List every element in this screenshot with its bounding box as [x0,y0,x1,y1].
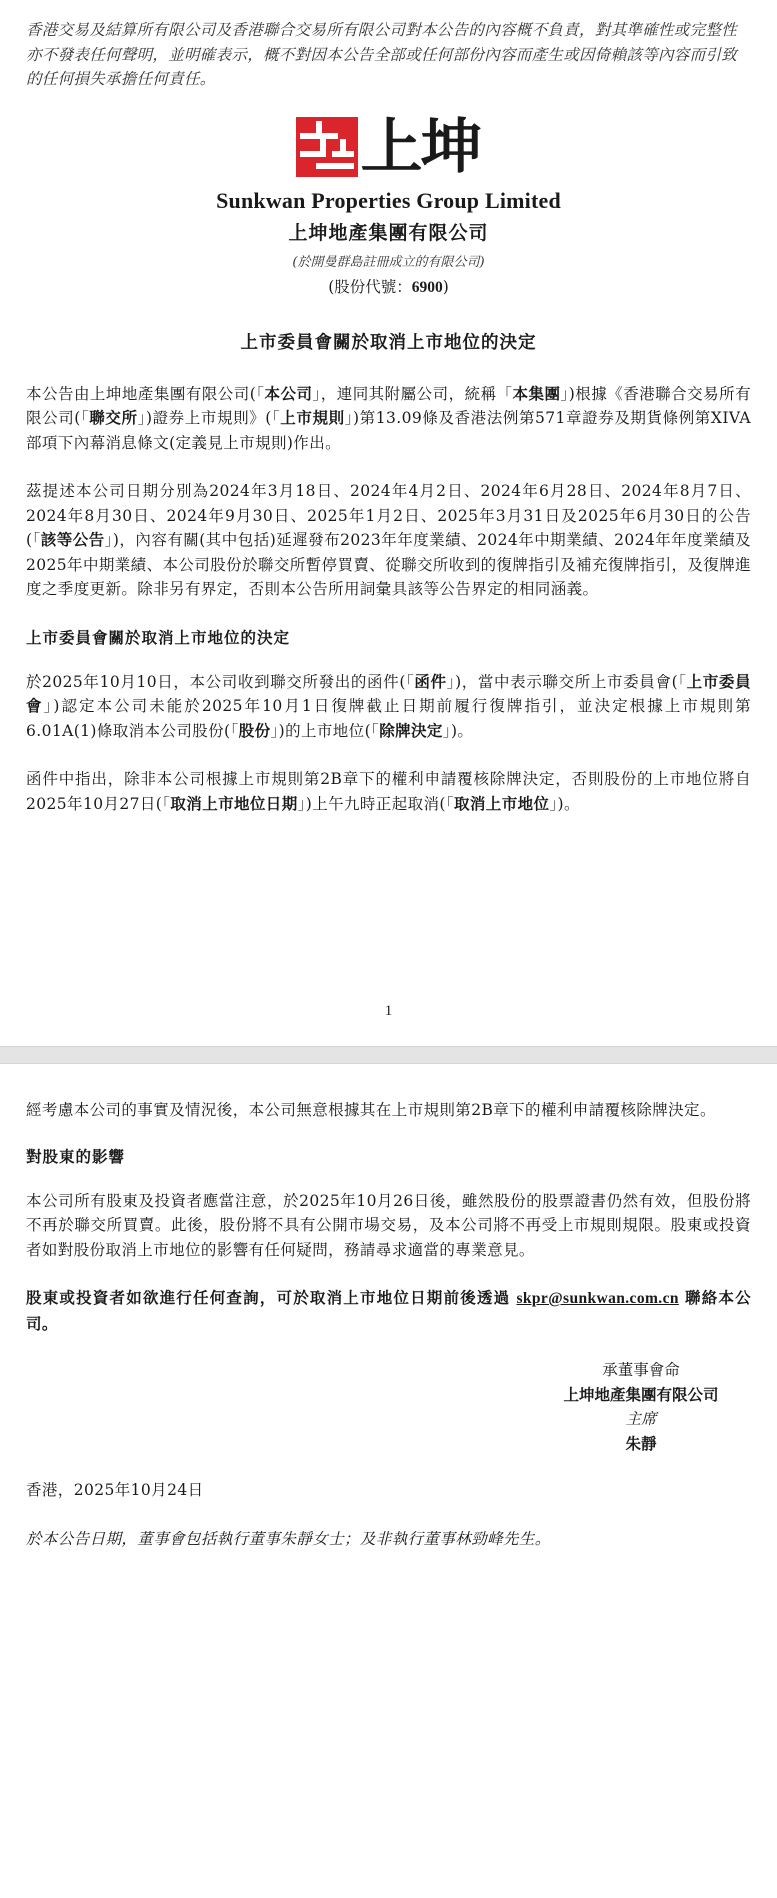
company-logo [26,111,751,181]
incorporation-note: (於開曼群島註冊成立的有限公司) [292,254,485,270]
reference-paragraph: 茲提述本公司日期分別為2024年3月18日、2024年4月2日、2024年6月28日、2024年8月7日、2024年8月30日、2024年9月30日、2025年1月2日、2025年3月31日及2025年6月30日的公告(「該等公告」)，內容有關(其中包括)延遲發布2023年年度業績、2024年中期業績、2024年年度業績及2025年中期業績、本公司股份於聯交所暫停買賣、從聯交所收到的復牌指引及補充復牌指引，及復牌進度之季度更新。除非另有界定，否則本公告所用詞彙具該等公告界定的相同涵義。 [26,482,751,598]
no-review-paragraph: 經考慮本公司的事實及情況後，本公司無意根據其在上市規則第2B章下的權利申請覆核除牌決定。 [26,1101,716,1119]
shareholder-impact-paragraph: 本公司所有股東及投資者應當注意，於2025年10月26日後，雖然股份的股票證書仍然有效，但股份將不再於聯交所買賣。此後，股份將不具有公開市場交易，及本公司將不再受上市規則規限。股東或投資者如對股份取消上市地位的影響有任何疑問，務請尋求適當的專業意見。 [26,1191,751,1259]
section-title-shareholder-impact: 對股東的影響 [26,1147,126,1166]
announcement-page-2 [0,1064,777,1898]
defined-term: 取消上市地位 [454,794,550,813]
signature-block [541,1358,741,1456]
intro-paragraph: 本公告由上坤地產集團有限公司(「本公司」，連同其附屬公司，統稱「本集團」)根據《香港聯合交易所有限公司(「聯交所」)證券上市規則》(「上市規則」)第13.09條及香港法例第571章證券及期貨條例第XIVA部項下內幕消息條文(定義見上市規則)作出。 [26,384,752,452]
stock-code: (股份代號：6900) [328,277,449,296]
defined-term: 上市規則 [280,409,345,427]
contact-email-link[interactable]: skpr@sunkwan.com.cn [516,1290,679,1307]
signature-company: 上坤地產集團有限公司 [563,1385,719,1404]
decision-paragraph: 於2025年10月10日，本公司收到聯交所發出的函件(「函件」)，當中表示聯交所上市委員會(「上市委員會」)認定本公司未能於2025年10月1日復牌截止日期前履行復牌指引，並決定根據上市規則第6.01A(1)條取消本公司股份(「股份」)的上市地位(「除牌決定」)。 [26,672,751,740]
company-name-zh: 上坤地產集團有限公司 [288,221,489,244]
signature-name: 朱靜 [625,1434,657,1453]
defined-term: 函件 [414,672,447,691]
company-header [26,111,751,297]
defined-term: 除牌決定 [379,721,443,740]
defined-term: 聯交所 [89,409,138,427]
defined-term: 上市委員會 [26,672,751,715]
board-composition-note: 於本公告日期，董事會包括執行董事朱靜女士；及非執行董事林勁峰先生。 [26,1529,551,1548]
defined-term: 本公司 [264,384,313,403]
logo-wordmark: 上坤 [360,111,481,181]
company-name-en: Sunkwan Properties Group Limited [216,187,561,213]
defined-term: 取消上市地位日期 [170,794,298,813]
signature-title: 主席 [625,1410,657,1428]
announcement-title: 上市委員會關於取消上市地位的決定 [240,332,537,353]
page-separator [0,1046,777,1064]
page-number: 1 [384,1003,393,1019]
disclaimer-text: 香港交易及結算所有限公司及香港聯合交易所有限公司對本公告的內容概不負責，對其準確性或完整性亦不發表任何聲明，並明確表示，概不對因本公告全部或任何部份內容而產生或因倚賴該等內容而引致的任何損失承擔任何責任。 [26,21,738,88]
contact-paragraph: 股東或投資者如欲進行任何查詢，可於取消上市地位日期前後透過 skpr@sunkwan.com.cn 聯絡本公司。 [26,1289,752,1333]
date-line: 香港，2025年10月24日 [26,1481,204,1499]
sunkwan-logo-mark-icon [296,117,358,177]
defined-term: 本集團 [512,384,561,403]
defined-term: 股份 [238,721,271,740]
cancellation-paragraph: 函件中指出，除非本公司根據上市規則第2B章下的權利申請覆核除牌決定，否則股份的上市地位將自2025年10月27日(「取消上市地位日期」)上午九時正起取消(「取消上市地位」)。 [26,770,751,813]
stock-code-number: 6900 [411,278,443,296]
section-title-delisting-decision: 上市委員會關於取消上市地位的決定 [26,628,291,647]
signature-by-order: 承董事會命 [602,1361,680,1379]
defined-term: 該等公告 [40,531,105,549]
